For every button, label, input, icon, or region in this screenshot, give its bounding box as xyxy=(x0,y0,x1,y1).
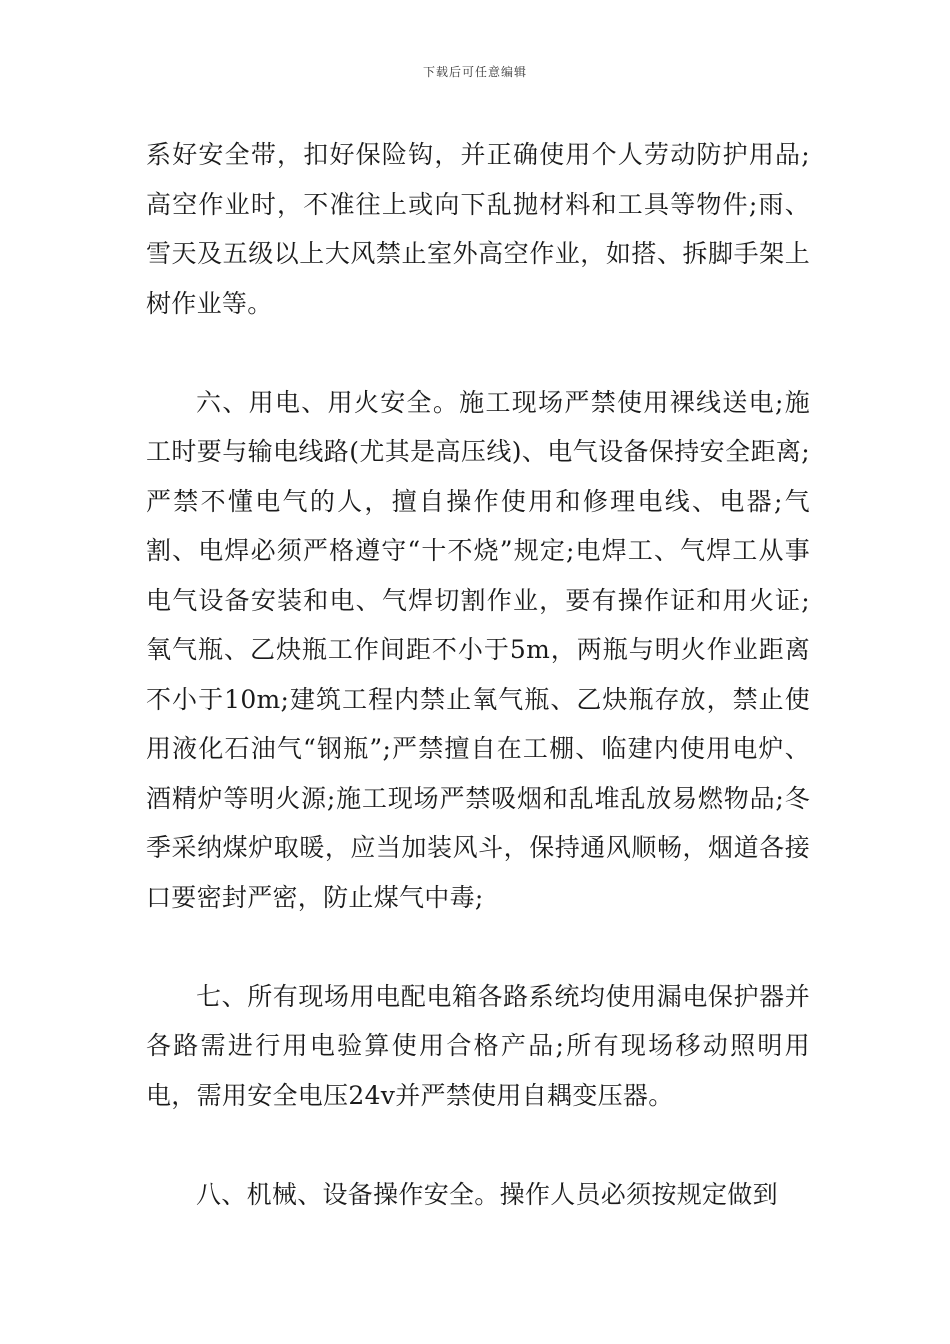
page-header: 下载后可任意编辑 xyxy=(422,65,527,79)
paragraph-gap xyxy=(146,328,810,378)
paragraph-gap xyxy=(146,922,810,972)
paragraph-continuation: 系好安全带，扣好保险钩，并正确使用个人劳动防护用品;高空作业时，不准往上或向下乱抛材料和工具等物件;雨、雪天及五级以上大风禁止室外高空作业，如搭、拆脚手架上树作业等。 xyxy=(146,140,810,318)
paragraph-gap xyxy=(146,1120,810,1170)
paragraph-section-6: 六、用电、用火安全。施工现场严禁使用裸线送电;施工时要与输电线路(尤其是高压线)、电气设备保持安全距离;严禁不懂电气的人，擅自操作使用和修理电线、电器;气割、电焊必须严格遵守“十不烧”规定;电焊工、气焊工从事电气设备安装和电、气焊切割作业，要有操作证和用火证;氧气瓶、乙炔瓶工作间距不小于5m，两瓶与明火作业距离不小于10m;建筑工程内禁止氧气瓶、乙炔瓶存放，禁止使用液化石油气“钢瓶”;严禁擅自在工棚、临建内使用电炉、酒精炉等明火源;施工现场严禁吸烟和乱堆乱放易燃物品;冬季采纳煤炉取暖，应当加装风斗，保持通风顺畅，烟道各接口要密封严密，防止煤气中毒; xyxy=(146,387,810,912)
paragraph-section-7: 七、所有现场用电配电箱各路系统均使用漏电保护器并各路需进行用电验算使用合格产品;所有现场移动照明用电，需用安全电压24v并严禁使用自耦变压器。 xyxy=(146,981,810,1110)
document-body xyxy=(146,130,810,1219)
paragraph-section-8: 八、机械、设备操作安全。操作人员必须按规定做到 xyxy=(196,1179,778,1209)
